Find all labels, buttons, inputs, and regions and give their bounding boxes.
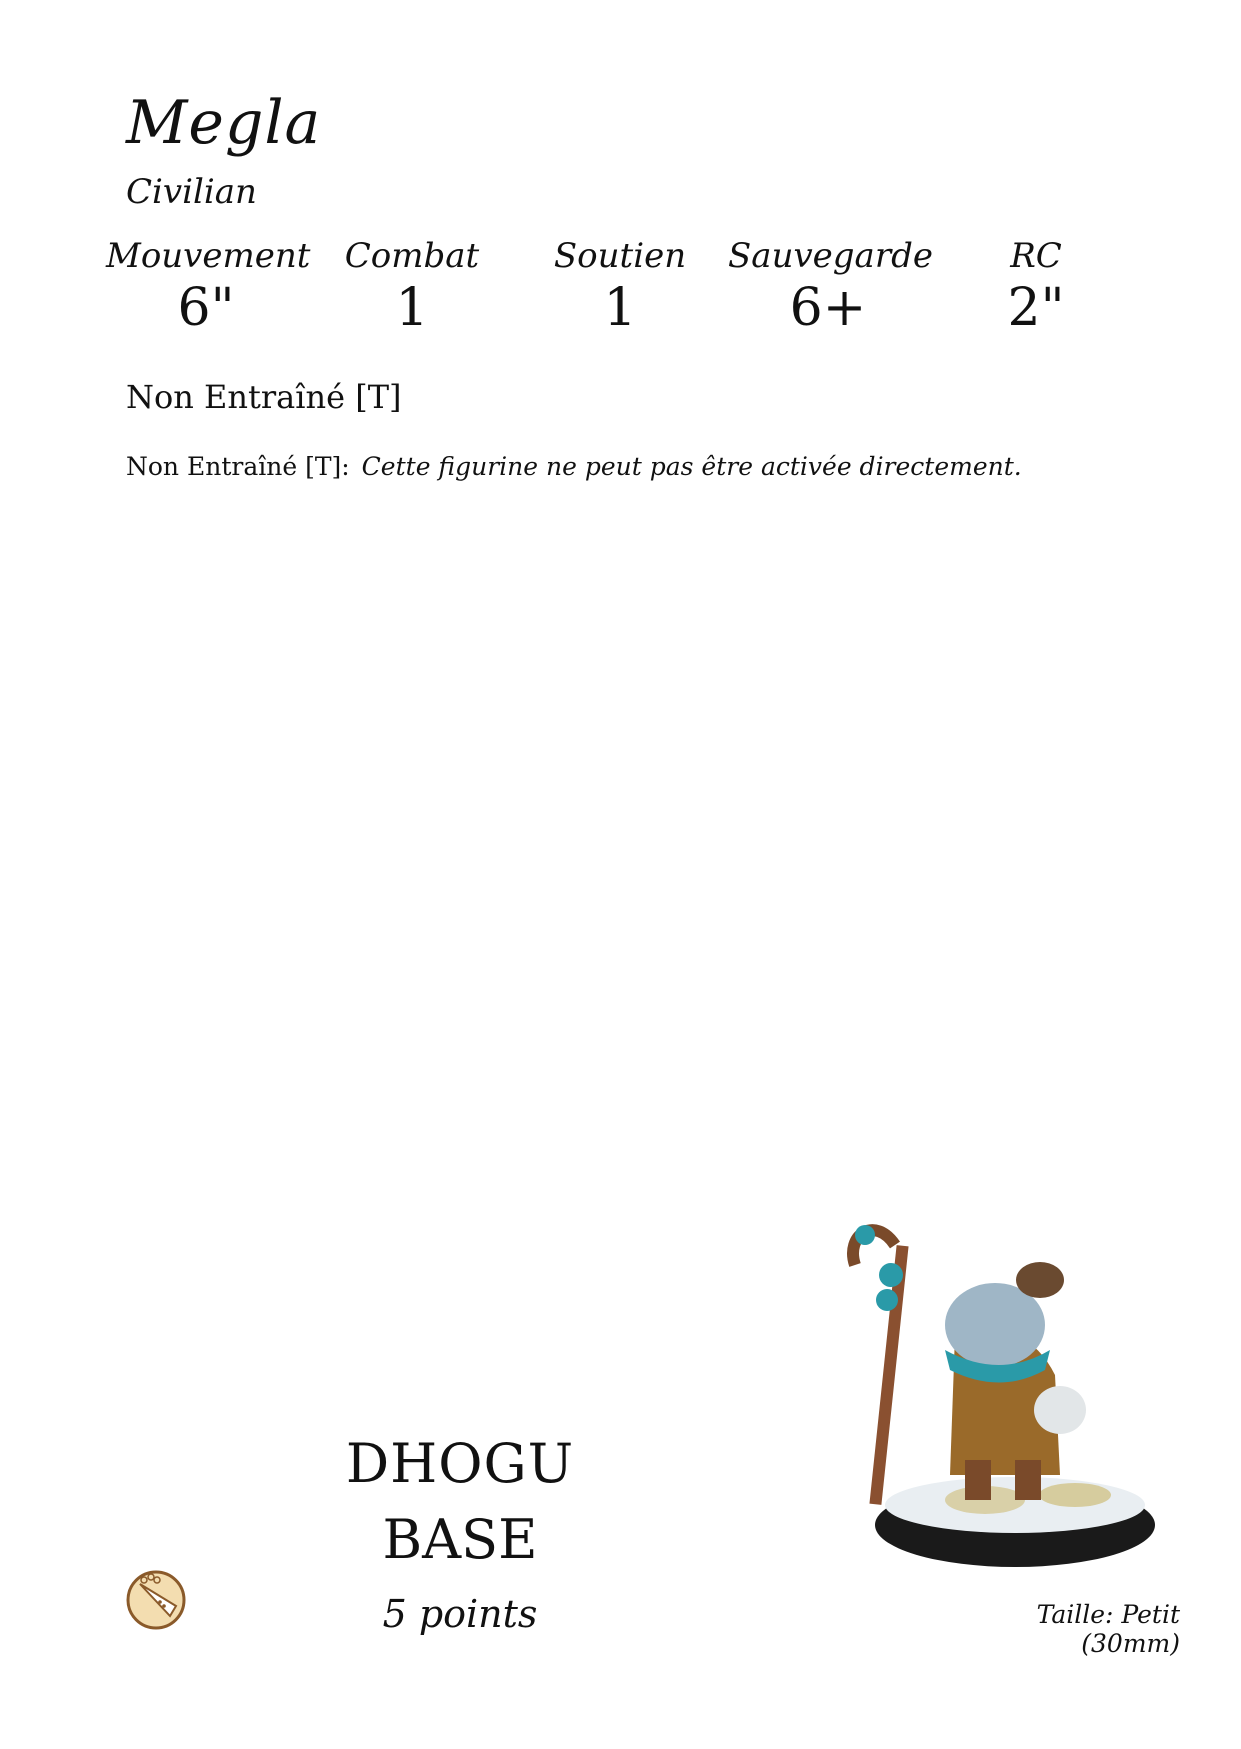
miniature-image bbox=[825, 1205, 1155, 1575]
rule-term: Non Entraîné [T]: bbox=[126, 452, 350, 481]
stat-value: 6" bbox=[177, 278, 235, 338]
special-rules-list: Non Entraîné [T] bbox=[126, 378, 402, 416]
faction-name: DHOGU bbox=[345, 1432, 575, 1495]
stat-sauvegarde bbox=[728, 236, 933, 338]
stat-label: Soutien bbox=[553, 236, 687, 276]
base-size: Taille: Petit (30mm) bbox=[1036, 1600, 1180, 1658]
profile-name: Megla bbox=[126, 88, 322, 158]
stat-soutien bbox=[520, 236, 720, 338]
stat-combat bbox=[312, 236, 512, 338]
stat-value: 1 bbox=[395, 278, 429, 338]
points-cost: 5 points bbox=[382, 1592, 538, 1636]
rule-definition bbox=[126, 452, 1022, 481]
tier-label: BASE bbox=[382, 1508, 538, 1571]
stat-value: 2" bbox=[1007, 278, 1065, 338]
stat-label: Sauvegarde bbox=[728, 236, 933, 276]
stat-label: Combat bbox=[344, 236, 480, 276]
stat-rc bbox=[936, 236, 1136, 338]
profile-type: Civilian bbox=[126, 172, 257, 212]
stat-label: Mouvement bbox=[106, 236, 311, 276]
stat-line bbox=[106, 236, 1126, 346]
stat-value: 1 bbox=[603, 278, 637, 338]
rule-text: Cette figurine ne peut pas être activée directement. bbox=[361, 452, 1022, 481]
stat-value: 6+ bbox=[789, 278, 867, 338]
stat-mouvement bbox=[106, 236, 311, 338]
stat-label: RC bbox=[1010, 236, 1062, 276]
faction-logo-icon bbox=[124, 1566, 188, 1630]
